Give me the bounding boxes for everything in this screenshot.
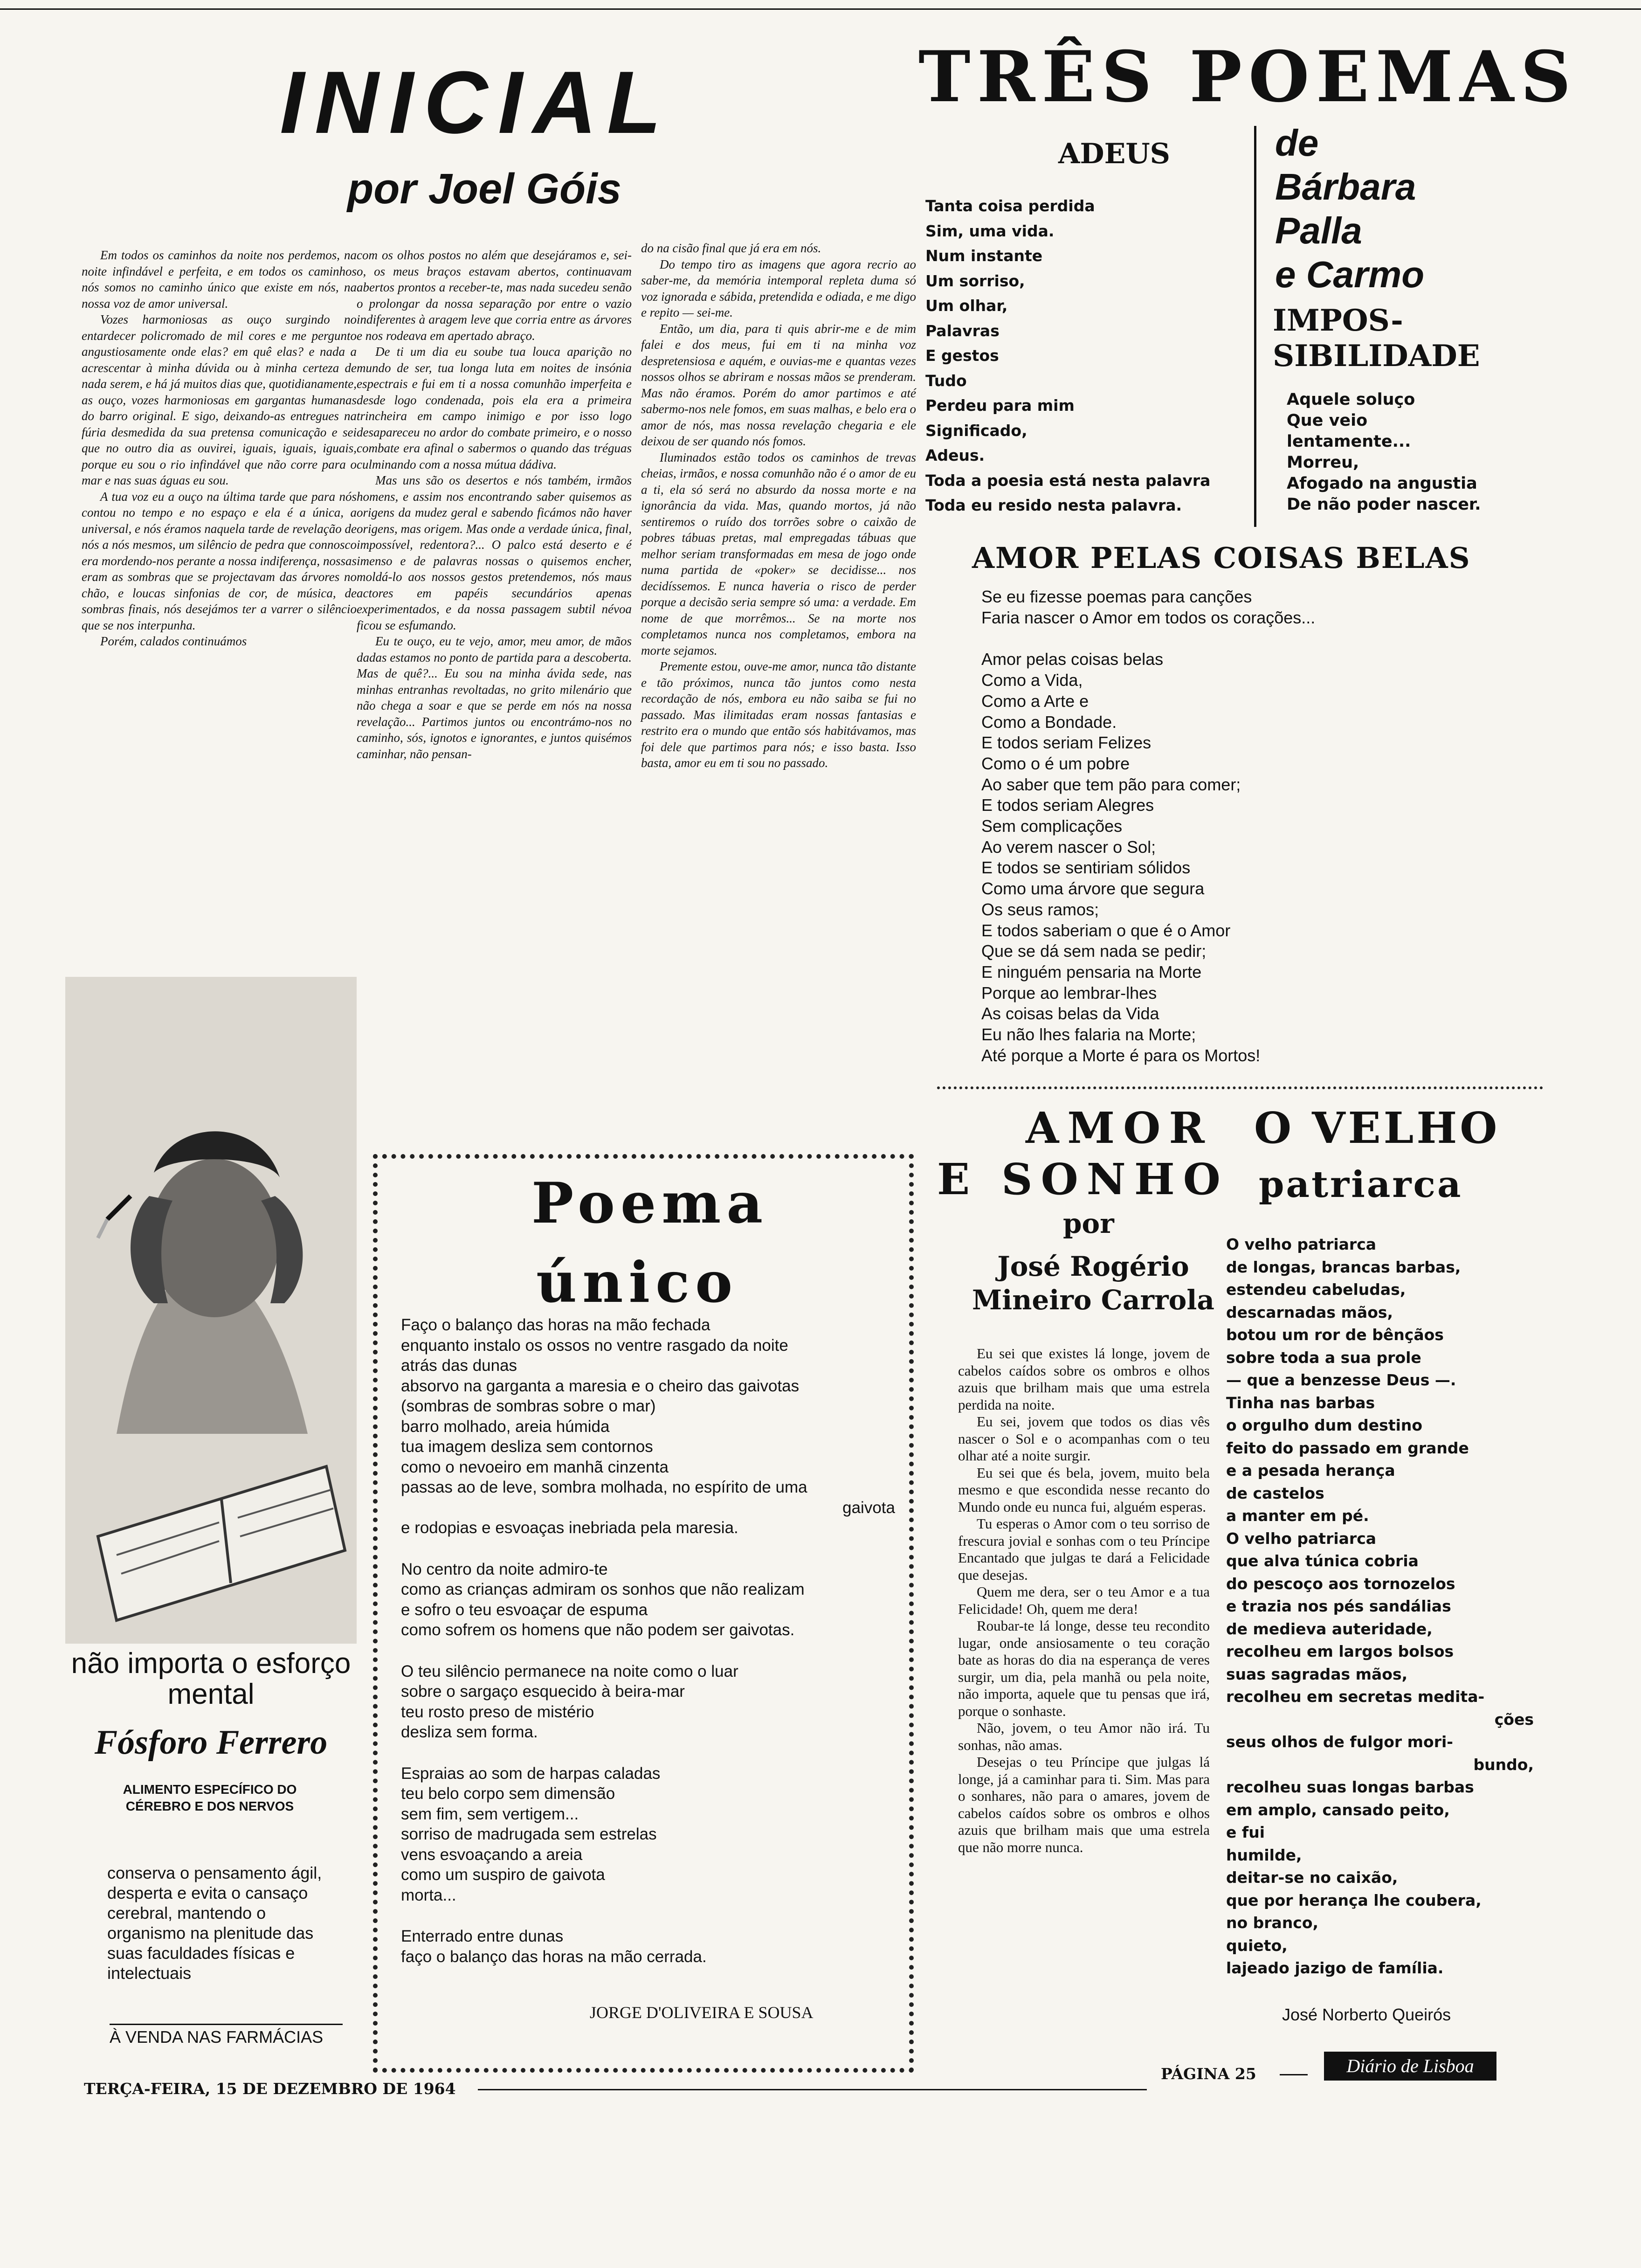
poem-line: o orgulho dum destino — [1226, 1416, 1423, 1434]
poem-line: atrás das dunas — [401, 1356, 517, 1375]
paragraph: A tua voz eu a ouço na última tarde que para nós contou no tempo e no espaço e ela é a única, a universal, e nós éramos naquela tarde de revelação de nós a nós mesmos, um silêncio de pedra que connosco era mordendo-nos perante a nossa indiferença, nossas eram as sombras que se projectavam das árvores no chão, e loucas sinfonias de cor, de música, de sombras finais, nós desejámos ter a varrer o silêncio que se nos interpunha. — [82, 489, 357, 632]
poem-line: E todos seriam Alegres — [981, 795, 1154, 815]
poem-line: como um suspiro de gaivota — [401, 1866, 605, 1884]
inicial-byline: por Joel Góis — [347, 165, 621, 213]
poem-line: O teu silêncio permanece na noite como o luar — [401, 1662, 738, 1680]
poem-line: humilde, — [1226, 1846, 1302, 1864]
paragraph: Premente estou, ouve-me amor, nunca tão distante e tão próximos, nunca tão juntos como nesta recordação de nós, embora eu não saiba se fui no passado. Mas ilimitadas eram nossas fantasias e restrito era o mundo que então sós habitávamos, mas foi dele que partimos para nós; e isso basta. Isso basta, amor eu em ti sou no passado. — [641, 659, 916, 770]
paragraph: Do tempo tiro as imagens que agora recrio ao saber-me, da memória intemporal repleta duma só voz ignorada e sábida, pretendida e odiada, e me digo e repito — sei-me. — [641, 257, 916, 319]
poem-line: Num instante — [925, 247, 1043, 265]
poem-line: recolheu em largos bolsos — [1226, 1642, 1454, 1660]
poem-line: Até porque a Morte é para os Mortos! — [981, 1045, 1261, 1065]
poem-line: no branco, — [1226, 1914, 1319, 1932]
paragraph: Eu te ouço, eu te vejo, amor, meu amor, de mãos dadas estamos no ponto de partida para a descoberta. Mas de quê?... Eu sou na minha ávida sede, nas minhas entranhas revoltadas, no grito milenário que não chega a soar e que se perde em nós na nossa revelação... Partimos juntos ou encontrámo-nos no caminho, sós, ignotos e ignorantes, e juntos quisémos caminhar, não pensan- — [357, 634, 632, 761]
title-line: IMPOS- — [1273, 303, 1403, 338]
ad-headline: não importa o esforço mental — [71, 1647, 351, 1710]
poem-stanza-break — [401, 1538, 895, 1559]
paragraph: Eu sei, jovem que todos os dias vês nascer o Sol e o acompanhas com o teu olhar até a noite surgir. — [958, 1413, 1210, 1464]
amor-coisas-belas-title: AMOR PELAS COISAS BELAS — [972, 541, 1471, 575]
amor-sonho-por: por — [1063, 1208, 1114, 1239]
poem-line: e fui — [1226, 1823, 1265, 1841]
poem-line: Porque ao lembrar-lhes — [981, 983, 1157, 1003]
poem-line: Adeus. — [925, 446, 985, 464]
poem-line: Como a Bondade. — [981, 712, 1117, 732]
poem-line: Os seus ramos; — [981, 899, 1099, 919]
author-line: e Carmo — [1275, 254, 1425, 295]
poem-line: Afogado na angustia — [1287, 474, 1477, 493]
paragraph: Em todos os caminhos da noite nos perdemos, na noite infindável e perfeita, e em todos os caminhos nós somos no caminho único que existe em nós, na nossa voz de amor universal. — [82, 248, 357, 311]
poem-line: suas sagradas mãos, — [1226, 1665, 1408, 1683]
ad-brand-logo: Fósforo Ferrero — [94, 1723, 328, 1762]
ad-body: conserva o pensamento ágil, desperta e evita o cansaço cerebral, mantendo o organismo na plenitude das suas faculdades físicas e intelectuais — [107, 1863, 322, 1983]
paragraph: Roubar-te lá longe, desse teu recondito lugar, onde ansiosamente o teu coração bate as horas do dia na esperança de veres surgir, um dia, pela manhã ou pela noite, não importa, aquele que tu pensas que irá, porque o sonhaste. — [958, 1618, 1210, 1719]
poem-line: como as crianças admiram os sonhos que não realizam — [401, 1580, 805, 1598]
poem-line: sobre o sargaço esquecido à beira-mar — [401, 1682, 685, 1701]
ad-subtitle: ALIMENTO ESPECÍFICO DO CÉREBRO E DOS NERVOS — [123, 1782, 297, 1813]
poem-line: Toda eu resido nesta palavra. — [925, 496, 1182, 514]
poem-line: e rodopias e esvoaças inebriada pela maresia. — [401, 1519, 738, 1537]
poem-line: vens esvoaçando a areia — [401, 1845, 583, 1864]
paragraph: Vozes harmoniosas as ouço surgindo no entardecer policromado de mil cores e me pergunto angustiosamente onde elas? em quê elas? e nada a acrescentar à minha dúvida ou à minha certeza de nada serem, e há já muitos dias que, quotidianamente, as ouço, vozes harmoniosas em gargantas humanas do barro original. E sigo, deixando-as entregues na fúria desmedida da sua pretensa comunicação e sei que no outro dia as ouvirei, iguais, iguais, iguais, porque eu sou o rio infindável que não corre para o mar e nas suas águas eu sou. — [82, 312, 357, 487]
paragraph: Mas uns são os desertos e nós também, irmãos homens, e assim nos encontrando saber quisemos as origens da mudez geral e sabendo ficámos não haver origens, mas origem. Mas onde a verdade única, final, impossível, redentora?... O palco está deserto e é imenso e de palavras nossas o quisemos encher, moldá-lo aos nossos gestos pretendemos, nós maus actores em papéis secundários apenas experimentados, e da nossa passagem subtil névoa ficou se esfumando. — [357, 473, 632, 632]
poem-line: descarnadas mãos, — [1226, 1303, 1393, 1321]
ad-illustration — [65, 977, 357, 1644]
poem-line: estendeu cabeludas, — [1226, 1280, 1406, 1299]
adeus-poem — [925, 194, 1252, 518]
poem-line: O velho patriarca — [1226, 1235, 1377, 1253]
author-line: de — [1275, 122, 1319, 164]
poem-line: seus olhos de fulgor mori- — [1226, 1733, 1453, 1751]
poem-line: Como uma árvore que segura — [981, 879, 1205, 899]
poem-line: botou um ror de bênçãos — [1226, 1326, 1444, 1344]
poem-line: Que se dá sem nada se pedir; — [981, 941, 1207, 961]
poem-line: e sofro o teu esvoaçar de espuma — [401, 1600, 648, 1619]
velho-title-2: patriarca — [1259, 1163, 1463, 1206]
author-line: José Rogério — [997, 1251, 1189, 1282]
poem-line: As coisas belas da Vida — [981, 1004, 1159, 1023]
newspaper-logo: Diário de Lisboa — [1324, 2052, 1496, 2081]
poem-line: que por herança lhe coubera, — [1226, 1891, 1482, 1909]
poem-line: que alva túnica cobria — [1226, 1552, 1419, 1570]
poem-line: Um olhar, — [925, 297, 1008, 315]
poem-line: de medieva auteridade, — [1226, 1619, 1433, 1638]
poem-line: Faço o balanço das horas na mão fechada — [401, 1316, 710, 1334]
footer-page-number: PÁGINA 25 — [1161, 2065, 1256, 2083]
poem-line: No centro da noite admiro-te — [401, 1560, 608, 1578]
poem-stanza-break — [401, 1905, 895, 1926]
poem-line: E gestos — [925, 346, 999, 365]
impossibilidade-poem — [1287, 389, 1632, 515]
poema-unico-title-2: único — [536, 1250, 738, 1315]
poem-line: sobre toda a sua prole — [1226, 1348, 1421, 1367]
inicial-title: INICIAL — [280, 53, 672, 152]
poem-line: Palavras — [925, 321, 1000, 340]
poem-line: tua imagem desliza sem contornos — [401, 1438, 653, 1456]
paragraph: Eu sei que és bela, jovem, muito bela mesmo e que escondida nesse recanto do Mundo onde eu nunca fui, alguém esperas. — [958, 1464, 1210, 1515]
velho-title-1: O VELHO — [1254, 1103, 1500, 1153]
poem-stanza-break — [981, 628, 1494, 649]
poem-line: E todos saberiam o que é o Amor — [981, 920, 1231, 940]
poem-line: Tudo — [925, 371, 967, 390]
poem-line: Sem complicações — [981, 816, 1123, 836]
poem-line: teu rosto preso de mistério — [401, 1702, 594, 1721]
poem-line: quieto, — [1226, 1936, 1288, 1955]
poem-line: Tanta coisa perdida — [925, 197, 1095, 215]
poem-line: O velho patriarca — [1226, 1529, 1377, 1548]
impossibilidade-title — [1273, 303, 1480, 374]
poem-line: como sofrem os homens que não podem ser gaivotas. — [401, 1621, 795, 1639]
poem-line: e trazia nos pés sandálias — [1226, 1597, 1451, 1615]
poem-line: absorvo na garganta a maresia e o cheiro das gaivotas — [401, 1376, 800, 1395]
poem-line: Que veio — [1287, 411, 1368, 430]
paragraph: do na cisão final que já era em nós. — [641, 241, 821, 255]
poem-line: desliza sem forma. — [401, 1723, 538, 1741]
inicial-column-3 — [641, 240, 916, 771]
paragraph: Porém, calados continuámos — [100, 634, 247, 648]
poem-line: a manter em pé. — [1226, 1507, 1369, 1525]
amor-sonho-author — [963, 1250, 1224, 1317]
poem-line: morta... — [401, 1886, 456, 1904]
poem-line: de castelos — [1226, 1484, 1324, 1502]
tres-poemas-author — [1275, 121, 1424, 297]
poem-line: ções — [1494, 1710, 1534, 1729]
poem-line: Como o é um pobre — [981, 754, 1130, 773]
paragraph: com os olhos postos no além que desejáramos e, sei-o, os meus braços estavam abertos, continuavam abertos prontos a receber-te, mas nada sucedeu senão o prolongar da nossa separação por entre o vazio indiferentes à aragem leve que corria entre as árvores e nos rodeava em apertado abraço. — [357, 248, 632, 343]
section-divider — [937, 1086, 1543, 1089]
poem-line: Eu não lhes falaria na Morte; — [981, 1025, 1196, 1044]
paragraph: De ti um dia eu soube tua louca aparição no mundo de ser, tua longa luta em noites de insónia espectrais e fui em ti a nossa comunhão imperfeita e desde logo condenada, pois ela era a primeira trincheira em campo inimigo e por isso logo desapareceu no ardor do combate primeiro, e o nosso combate era afinal o sabermos o quando das tréguas culminando com a nossa mútua dádiva. — [357, 345, 632, 471]
poem-line: Tinha nas barbas — [1226, 1393, 1375, 1412]
poem-line: faço o balanço das horas na mão cerrada. — [401, 1947, 707, 1966]
poem-line: Morreu, — [1287, 453, 1359, 472]
poem-line: Toda a poesia está nesta palavra — [925, 471, 1211, 490]
poem-line: Ao verem nascer o Sol; — [981, 837, 1156, 857]
poem-line: De não poder nascer. — [1287, 495, 1481, 514]
poem-line: feito do passado em grande — [1226, 1438, 1469, 1457]
poem-line: Espraias ao som de harpas caladas — [401, 1764, 661, 1783]
poem-line: Um sorriso, — [925, 271, 1025, 290]
paragraph: Não, jovem, o teu Amor não irá. Tu sonhas, não amas. — [958, 1720, 1210, 1753]
poem-line: Como a Vida, — [981, 671, 1083, 690]
ad-footer: À VENDA NAS FARMÁCIAS — [110, 2024, 343, 2047]
poem-line: como o nevoeiro em manhã cinzenta — [401, 1458, 669, 1476]
author-line: Palla — [1275, 210, 1362, 251]
poem-line: Significado, — [925, 421, 1027, 440]
poem-line: recolheu suas longas barbas — [1226, 1778, 1474, 1796]
poema-unico-body — [401, 1315, 895, 1967]
footer-rule-short — [1280, 2074, 1308, 2075]
adeus-title: ADEUS — [1058, 138, 1170, 170]
poem-line: de longas, brancas barbas, — [1226, 1258, 1461, 1276]
poem-line: Sim, uma vida. — [925, 221, 1055, 240]
footer-rule — [478, 2089, 1147, 2090]
poem-line: E ninguém pensaria na Morte — [981, 962, 1202, 982]
poem-line: barro molhado, areia húmida — [401, 1417, 610, 1436]
column-divider — [1254, 126, 1256, 527]
poem-line: Aquele soluço — [1287, 390, 1415, 409]
poem-line: teu belo corpo sem dimensão — [401, 1784, 615, 1803]
poem-line: Amor pelas coisas belas — [981, 650, 1164, 669]
poem-line: lentamente... — [1287, 432, 1411, 451]
poema-unico-title-1: Poema — [531, 1170, 769, 1236]
footer-date: TERÇA-FEIRA, 15 DE DEZEMBRO DE 1964 — [84, 2080, 456, 2098]
poem-line: bundo, — [1473, 1755, 1534, 1774]
velho-author: José Norberto Queirós — [1282, 2005, 1451, 2024]
amor-sonho-title-2: E SONHO — [937, 1154, 1229, 1204]
poem-line: — que a benzesse Deus —. — [1226, 1371, 1456, 1389]
poem-line: sem fim, sem vertigem... — [401, 1805, 579, 1823]
poem-line: enquanto instalo os ossos no ventre rasgado da noite — [401, 1336, 788, 1355]
amor-sonho-body — [958, 1345, 1210, 1856]
poem-line: E todos se sentiriam sólidos — [981, 858, 1191, 878]
poem-line: Se eu fizesse poemas para canções — [981, 587, 1252, 606]
author-line: Bárbara — [1275, 166, 1416, 207]
author-line: Mineiro Carrola — [972, 1284, 1214, 1316]
poema-unico-author: JORGE D'OLIVEIRA E SOUSA — [590, 2003, 814, 2022]
poem-line: Como a Arte e — [981, 691, 1089, 711]
poem-line: e a pesada herança — [1226, 1461, 1395, 1480]
poem-stanza-break — [401, 1742, 895, 1763]
poem-line: Enterrado entre dunas — [401, 1927, 564, 1945]
thinking-man-illustration — [65, 977, 357, 1644]
paragraph: Desejas o teu Príncipe que julgas lá longe, já a caminhar para ti. Sim. Mas para o sonhares, não para o amares, jovem de cabelos caídos sobre os ombros e olhos azuis que brilham mais que uma estrela que não morre nunca. — [958, 1754, 1210, 1855]
poem-line: recolheu em secretas medita- — [1226, 1687, 1485, 1706]
poem-line: Perdeu para mim — [925, 396, 1075, 415]
tres-poemas-title: TRÊS POEMAS — [918, 36, 1578, 118]
amor-coisas-belas-poem — [981, 587, 1494, 1066]
poem-line: E todos seriam Felizes — [981, 733, 1151, 753]
poem-line: em amplo, cansado peito, — [1226, 1800, 1450, 1819]
paragraph: Então, um dia, para ti quis abrir-me e de mim falei e dos meus, fui em ti na minha voz despretensiosa e aquém, e ouvias-me e quantas vezes nossos olhos se abriram e nossas mãos se prenderam. Mas não éramos. Porém do amor partimos e até sabermo-nos nele fomos, em suas malhas, e belo era o amor de nós, mas nossa revelação chegaria e ele deixou de ser quando nós fomos. — [641, 321, 916, 448]
poem-line: (sombras de sombras sobre o mar) — [401, 1397, 656, 1415]
top-border — [0, 8, 1641, 10]
poem-line: sorriso de madrugada sem estrelas — [401, 1825, 657, 1843]
paragraph: Eu sei que existes lá longe, jovem de cabelos caídos sobre os ombros e olhos azuis que brilham mais que uma estrela perdida na noite. — [958, 1345, 1210, 1413]
paragraph: Iluminados estão todos os caminhos de trevas cheias, irmãos, e nossa comunhão não é o amor de eu a ti, ela só será no absurdo da nossa morte e na ignorância da vida. Mas, quando mortos, já não sentiremos o ruído dos torrões sobre o caixão de pobres tábuas pretas, mal empregadas tábuas que melhor seriam transformadas em mesa de jogo onde numa partida de «poker» se decidisse... nos decidíssemos. E nunca haveria o risco de perder porque a decisão seria sempre só uma: a verdade. Em nome de que morrêmos... Se na morte nos completamos nunca nos completamos, embora na morte sejamos. — [641, 450, 916, 657]
poem-line: Faria nascer o Amor em todos os corações... — [981, 608, 1316, 627]
poem-line: gaivota — [842, 1498, 895, 1517]
poem-line: passas ao de leve, sombra molhada, no espírito de uma — [401, 1478, 807, 1496]
amor-sonho-title-1: AMOR — [1026, 1103, 1213, 1153]
paragraph: Tu esperas o Amor com o teu sorriso de frescura jovial e sonhas com o teu Príncipe Encantado que julgas te dará a Felicidade que desejas. — [958, 1515, 1210, 1583]
velho-poem — [1226, 1233, 1627, 1980]
poem-stanza-break — [401, 1640, 895, 1661]
poem-line: Ao saber que tem pão para comer; — [981, 774, 1241, 794]
poem-line: deitar-se no caixão, — [1226, 1868, 1398, 1887]
inicial-column-2 — [357, 247, 632, 762]
title-line: SIBILIDADE — [1273, 339, 1480, 373]
poem-line: do pescoço aos tornozelos — [1226, 1574, 1455, 1593]
paragraph: Quem me dera, ser o teu Amor e a tua Felicidade! Oh, quem me dera! — [958, 1583, 1210, 1617]
inicial-column-1 — [82, 247, 357, 650]
poem-line: lajeado jazigo de família. — [1226, 1959, 1444, 1977]
